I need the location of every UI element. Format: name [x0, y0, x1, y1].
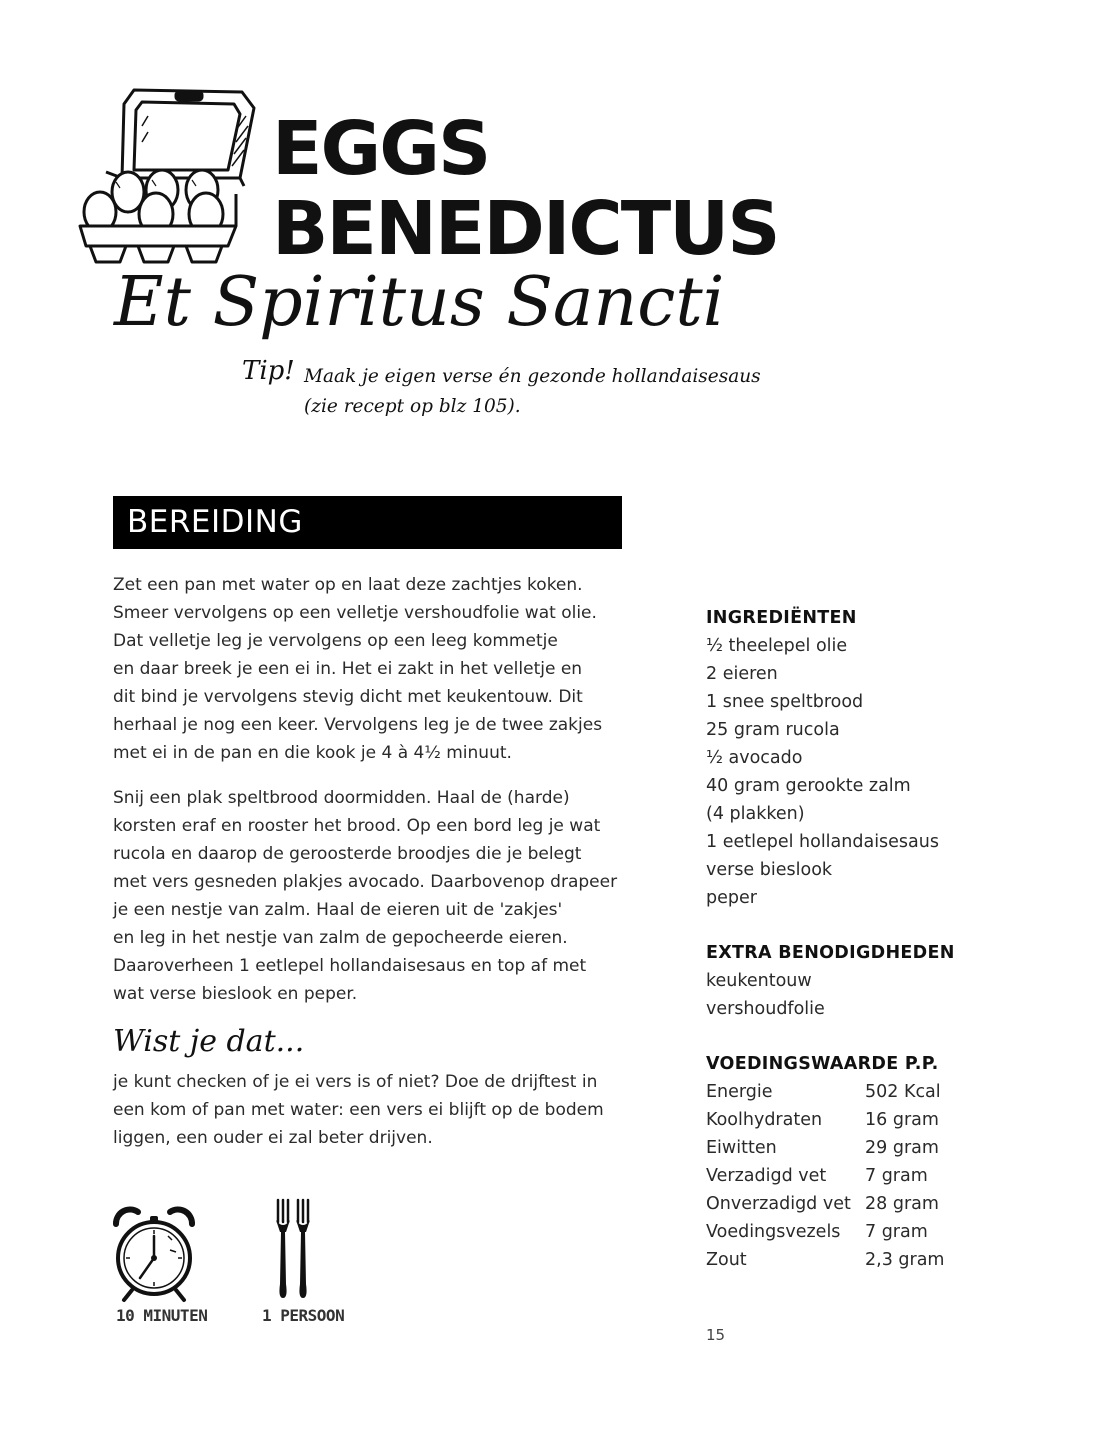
alarm-clock-icon [110, 1206, 198, 1304]
nutrition-table [706, 1050, 1006, 1274]
text-line: je een nestje van zalm. Haal de eieren uit de 'zakjes' [113, 900, 563, 920]
extra-item: keukentouw [706, 971, 812, 991]
bereiding-paragraph-1 [113, 571, 633, 767]
text-line: Dat velletje leg je vervolgens op een leeg kommetje [113, 631, 558, 651]
text-line: en daar breek je een ei in. Het ei zakt in het velletje en [113, 659, 583, 679]
text-line: rucola en daarop de geroosterde broodjes die je belegt [113, 844, 582, 864]
text-line: met ei in de pan en die kook je 4 à 4½ minuut. [113, 743, 512, 763]
extra-item: vershoudfolie [706, 999, 825, 1019]
text-line: korsten eraf en rooster het brood. Op een bord leg je wat [113, 816, 601, 836]
nutrition-row [706, 1134, 1006, 1162]
text-line: Smeer vervolgens op een velletje vershoudfolie wat olie. [113, 603, 597, 623]
extra-heading: EXTRA BENODIGDHEDEN [706, 943, 955, 963]
nutrition-label: Onverzadigd vet [706, 1194, 851, 1214]
nutrition-value: 7 gram [865, 1166, 928, 1186]
ingredient-item: 2 eieren [706, 664, 778, 684]
tip-label: Tip! [242, 356, 295, 386]
ingredients-list [706, 604, 1006, 912]
extra-list [706, 939, 1006, 1023]
bereiding-heading: BEREIDING [113, 496, 622, 549]
text-line: herhaal je nog een keer. Vervolgens leg je de twee zakjes [113, 715, 603, 735]
text-line: je kunt checken of je ei vers is of niet? Doe de drijftest in [113, 1072, 598, 1092]
nutrition-value: 28 gram [865, 1194, 939, 1214]
ingredients-heading: INGREDIËNTEN [706, 608, 857, 628]
nutrition-row [706, 1106, 1006, 1134]
tip-line: (zie recept op blz 105). [304, 396, 521, 417]
ingredient-item: (4 plakken) [706, 804, 805, 824]
people-label: 1 PERSOON [262, 1306, 345, 1325]
nutrition-label: Energie [706, 1082, 773, 1102]
page-number: 15 [706, 1326, 726, 1344]
nutrition-row [706, 1190, 1006, 1218]
ingredient-item: 40 gram gerookte zalm [706, 776, 911, 796]
tip-line: Maak je eigen verse én gezonde hollandaisesaus [304, 366, 761, 387]
nutrition-row [706, 1162, 1006, 1190]
text-line: met vers gesneden plakjes avocado. Daarbovenop drapeer [113, 872, 618, 892]
cutlery-icon [270, 1196, 316, 1302]
text-line: Daaroverheen 1 eetlepel hollandaisesaus en top af met [113, 956, 587, 976]
subtitle: Et Spiritus Sancti [114, 263, 725, 342]
text-line: dit bind je vervolgens stevig dicht met keukentouw. Dit [113, 687, 583, 707]
nutrition-label: Verzadigd vet [706, 1166, 827, 1186]
ingredient-item: ½ theelepel olie [706, 636, 848, 656]
bereiding-paragraph-2 [113, 784, 633, 1008]
nutrition-value: 29 gram [865, 1138, 939, 1158]
nutrition-label: Zout [706, 1250, 747, 1270]
nutrition-value: 7 gram [865, 1222, 928, 1242]
title-line-1: EGGS [272, 106, 490, 192]
nutrition-heading: VOEDINGSWAARDE P.P. [706, 1054, 939, 1074]
ingredient-item: peper [706, 888, 757, 908]
nutrition-row [706, 1246, 1006, 1274]
ingredient-item: ½ avocado [706, 748, 803, 768]
text-line: wat verse bieslook en peper. [113, 984, 358, 1004]
ingredient-item: 1 snee speltbrood [706, 692, 864, 712]
nutrition-value: 502 Kcal [865, 1082, 941, 1102]
egg-carton-icon [76, 86, 266, 266]
text-line: een kom of pan met water: een vers ei blijft op de bodem [113, 1100, 604, 1120]
text-line: en leg in het nestje van zalm de gepocheerde eieren. [113, 928, 568, 948]
ingredient-item: 1 eetlepel hollandaisesaus [706, 832, 939, 852]
text-line: liggen, een ouder ei zal beter drijven. [113, 1128, 433, 1148]
nutrition-label: Eiwitten [706, 1138, 777, 1158]
title-line-2: BENEDICTUS [272, 186, 779, 272]
nutrition-value: 2,3 gram [865, 1250, 945, 1270]
ingredient-item: verse bieslook [706, 860, 833, 880]
time-label: 10 MINUTEN [116, 1306, 208, 1325]
wist-paragraph [113, 1068, 633, 1152]
nutrition-label: Koolhydraten [706, 1110, 823, 1130]
nutrition-row [706, 1078, 1006, 1106]
text-line: Zet een pan met water op en laat deze zachtjes koken. [113, 575, 583, 595]
nutrition-row [706, 1218, 1006, 1246]
nutrition-label: Voedingsvezels [706, 1222, 841, 1242]
nutrition-value: 16 gram [865, 1110, 939, 1130]
tip-text [304, 362, 761, 422]
text-line: Snij een plak speltbrood doormidden. Haal de (harde) [113, 788, 570, 808]
ingredient-item: 25 gram rucola [706, 720, 840, 740]
wist-heading: Wist je dat... [113, 1024, 305, 1059]
